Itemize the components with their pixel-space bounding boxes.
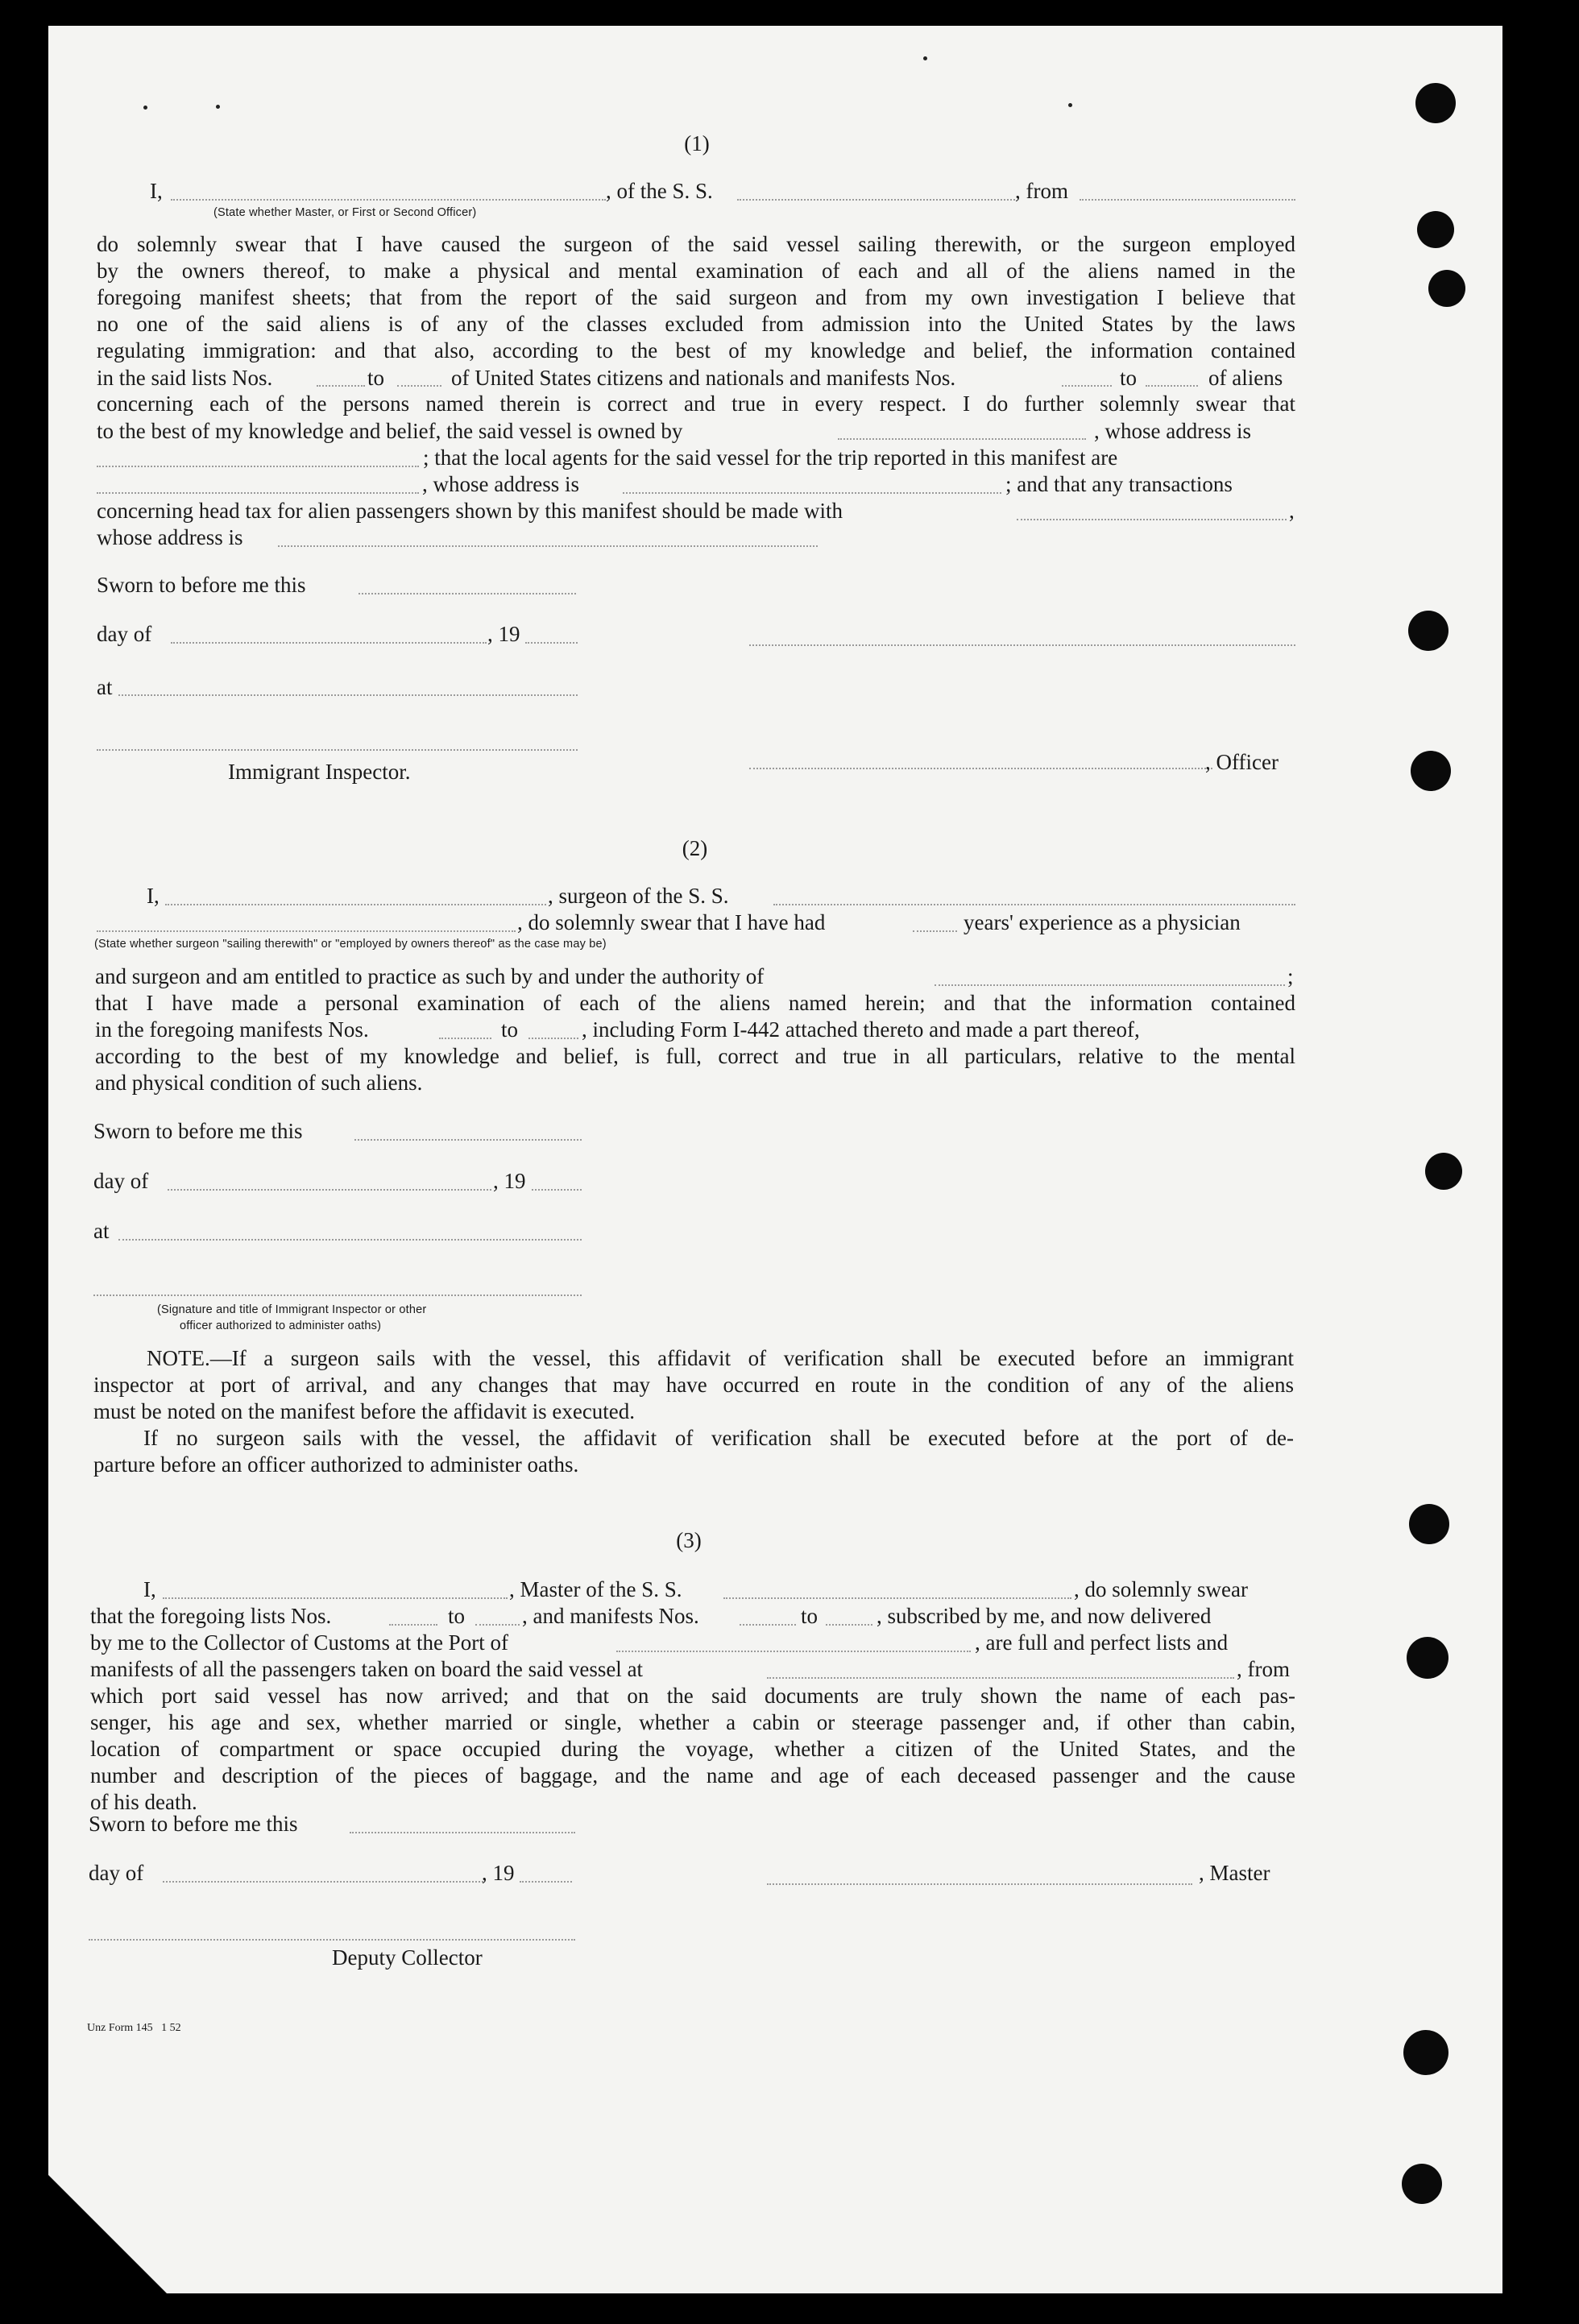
note-line: inspector at port of arrival, and any changes that may have occurred en route in the condition of any of the aliens [93, 1373, 1294, 1397]
manifests-to-field[interactable] [528, 1038, 578, 1039]
surgeon-type-field[interactable] [97, 930, 516, 932]
year-label: , 19 [487, 622, 520, 646]
form-number: Unz Form 145 1 52 [87, 2022, 181, 2034]
head-tax-label: concerning head tax for alien passengers shown by this manifest should be made with [97, 499, 843, 523]
affidavit-1-line: do solemnly swear that I have caused the surgeon of the said vessel sailing therewith, or the surgeon employed [97, 232, 1295, 256]
year-field[interactable] [532, 1189, 582, 1191]
master-name-field[interactable] [163, 1597, 508, 1599]
from-port-field[interactable] [1080, 199, 1295, 201]
authority-field[interactable] [935, 984, 1285, 986]
section-1-heading: (1) [684, 131, 710, 155]
comma: , [1289, 499, 1295, 523]
speck [1068, 103, 1072, 107]
of-aliens-label: of aliens [1208, 366, 1283, 390]
deputy-collector-signature-field[interactable] [89, 1939, 575, 1941]
affidavit-1-line: regulating immigration: and that also, according to the best of my knowledge and belief, the information contained [97, 338, 1295, 362]
head-tax-field[interactable] [1017, 519, 1287, 520]
taken-on-board-label: manifests of all the passengers taken on board the said vessel at [90, 1657, 644, 1681]
transactions-label: ; and that any transactions [1005, 472, 1233, 496]
section-3-heading: (3) [676, 1528, 702, 1552]
whose-address-label: , whose address is [422, 472, 579, 496]
punch-hole [1409, 1504, 1449, 1544]
whose-address-label: , whose address is [1094, 419, 1251, 443]
signature-note: (Signature and title of Immigrant Inspector or other [157, 1303, 427, 1316]
lists-nos-label: in the said lists Nos. [97, 366, 273, 390]
at-label: at [97, 675, 113, 699]
punch-hole [1408, 611, 1448, 651]
punch-hole [1425, 1153, 1462, 1190]
affidavit-3-line: which port said vessel has now arrived; and that on the said documents are truly shown the name of each pas- [90, 1684, 1295, 1708]
do-swear-label: , do solemnly swear that I have had [517, 910, 826, 934]
agents-field[interactable] [97, 492, 419, 494]
from-label: , from [1237, 1657, 1290, 1681]
surgeon-name-field[interactable] [165, 904, 546, 905]
punch-hole [1411, 751, 1451, 791]
affidavit-3-line: location of compartment or space occupied during the voyage, whether a citizen of the United States, and the [90, 1737, 1295, 1761]
note-line: must be noted on the manifest before the affidavit is executed. [93, 1399, 636, 1423]
manifests-to-field[interactable] [826, 1624, 872, 1626]
affidavit-3-line: senger, his age and sex, whether married or single, whether a cabin or steerage passenger and, if other than cabin, [90, 1710, 1295, 1734]
master-label: , Master of the S. S. [509, 1577, 682, 1601]
local-agents-label: ; that the local agents for the said vessel for the trip reported in this manifest are [423, 445, 1118, 470]
of-ss-label: , of the S. S. [606, 179, 713, 203]
i-label: I, [150, 179, 163, 203]
subscribed-label: , subscribed by me, and now delivered [877, 1604, 1212, 1628]
manifests-nos-label: , and manifests Nos. [522, 1604, 699, 1628]
affidavit-2-line: according to the best of my knowledge and belief, is full, correct and true in all particulars, relative to the mental [95, 1044, 1295, 1068]
lists-from-field[interactable] [389, 1624, 437, 1626]
affidavit-2-line: that I have made a personal examination of each of the aliens named herein; and that the information contained [95, 991, 1295, 1015]
agents-address-field[interactable] [623, 492, 1001, 494]
speck [143, 106, 147, 110]
speck [923, 56, 927, 60]
sworn-field[interactable] [354, 1139, 582, 1141]
sworn-field[interactable] [350, 1832, 575, 1833]
punch-hole [1407, 1637, 1448, 1679]
ship-name-field[interactable] [723, 1597, 1071, 1599]
speck [216, 105, 220, 109]
day-of-label: day of [89, 1861, 144, 1885]
departure-port-field[interactable] [767, 1677, 1234, 1679]
port-field[interactable] [616, 1651, 971, 1652]
form-i442-label: , including Form I-442 attached thereto and made a part thereof, [582, 1017, 1140, 1042]
signature-field[interactable] [749, 644, 1295, 646]
punch-hole [1428, 270, 1465, 307]
semicolon: ; [1287, 964, 1294, 988]
year-label: , 19 [493, 1169, 526, 1193]
at-label: at [93, 1219, 110, 1243]
to-label: to [501, 1017, 519, 1042]
manifests-from-field[interactable] [439, 1038, 491, 1039]
sworn-label: Sworn to before me this [93, 1119, 303, 1143]
manifests-to-field[interactable] [1146, 385, 1198, 387]
lists-to-field[interactable] [397, 385, 441, 387]
manifests-from-field[interactable] [740, 1624, 796, 1626]
port-label: by me to the Collector of Customs at the Port of [90, 1630, 508, 1655]
sworn-label: Sworn to before me this [97, 573, 306, 597]
years-experience-label: years' experience as a physician [964, 910, 1241, 934]
at-field[interactable] [118, 694, 578, 696]
punch-hole [1417, 211, 1454, 248]
head-tax-address-field[interactable] [278, 545, 818, 547]
owner-field[interactable] [838, 438, 1086, 440]
to-label: to [448, 1604, 466, 1628]
deputy-collector-label: Deputy Collector [332, 1945, 483, 1970]
surgeon-label: , surgeon of the S. S. [548, 884, 729, 908]
inspector-signature-field[interactable] [97, 749, 578, 751]
day-of-label: day of [97, 622, 152, 646]
note-line: NOTE.—If a surgeon sails with the vessel, this affidavit of verification shall be executed before an immigrant [147, 1346, 1294, 1370]
surgeon-type-note: (State whether surgeon "sailing therewith" or "employed by owners thereof" as the case may be) [94, 938, 607, 951]
owned-by-label: to the best of my knowledge and belief, the said vessel is owned by [97, 419, 683, 443]
affidavit-3-line: number and description of the pieces of baggage, and the name and age of each deceased passenger and the cause [90, 1763, 1295, 1788]
punch-hole [1403, 2030, 1448, 2075]
manifests-from-field[interactable] [1062, 385, 1112, 387]
punch-hole [1402, 2164, 1442, 2204]
inspector-label: Immigrant Inspector. [228, 760, 411, 784]
year-label: , 19 [482, 1861, 515, 1885]
punch-hole [1415, 83, 1456, 123]
to-label: to [367, 366, 385, 390]
citizens-label: of United States citizens and nationals and manifests Nos. [451, 366, 956, 390]
officer-label: , Officer [1205, 750, 1279, 774]
ship-name-field[interactable] [773, 904, 1295, 905]
whose-address-label: whose address is [97, 525, 243, 549]
to-label: to [801, 1604, 819, 1628]
day-field[interactable] [171, 642, 487, 644]
affidavit-1-line: by the owners thereof, to make a physical and mental examination of each and all of the aliens named in the [97, 259, 1295, 283]
i-label: I, [143, 1577, 156, 1601]
lists-from-field[interactable] [317, 385, 365, 387]
at-field[interactable] [118, 1239, 582, 1241]
section-2-heading: (2) [682, 836, 708, 860]
note-line: If no surgeon sails with the vessel, the affidavit of verification shall be executed before at the port of de- [143, 1426, 1294, 1450]
signature-note: officer authorized to administer oaths) [180, 1319, 382, 1332]
manifests-nos-label: in the foregoing manifests Nos. [95, 1017, 369, 1042]
page-corner-cut [48, 2175, 169, 2296]
affidavit-1-line: no one of the said aliens is of any of the classes excluded from admission into the United States by the laws [97, 312, 1295, 336]
note-line: parture before an officer authorized to administer oaths. [93, 1452, 579, 1477]
to-label: to [1120, 366, 1138, 390]
lists-to-field[interactable] [475, 1624, 520, 1626]
affidavit-1-line: concerning each of the persons named therein is correct and true in every respect. I do further solemnly swear that [97, 391, 1295, 416]
officer-field[interactable] [749, 768, 1212, 769]
officer-rank-note: (State whether Master, or First or Second Officer) [213, 206, 477, 219]
sworn-label: Sworn to before me this [89, 1812, 298, 1836]
day-of-label: day of [93, 1169, 149, 1193]
year-field[interactable] [520, 1881, 572, 1883]
years-field[interactable] [913, 930, 957, 932]
day-field[interactable] [168, 1189, 491, 1191]
affidavit-3-line: of his death. [90, 1790, 197, 1814]
inspector-signature-field[interactable] [93, 1295, 582, 1296]
master-signature-field[interactable] [767, 1883, 1192, 1885]
year-field[interactable] [525, 642, 578, 644]
full-lists-label: , are full and perfect lists and [975, 1630, 1229, 1655]
do-swear-label: , do solemnly swear [1074, 1577, 1248, 1601]
authority-label: and surgeon and am entitled to practice as such by and under the authority of [95, 964, 765, 988]
affidavit-1-line: foregoing manifest sheets; that from the report of the said surgeon and from my own investigation I believe that [97, 285, 1295, 309]
affidavit-2-line: and physical condition of such aliens. [95, 1071, 423, 1095]
officer-rank-field[interactable] [171, 199, 606, 201]
sworn-field[interactable] [358, 593, 576, 594]
ship-name-field[interactable] [737, 199, 1015, 201]
from-label: , from [1015, 179, 1068, 203]
lists-nos-label: that the foregoing lists Nos. [90, 1604, 332, 1628]
i-label: I, [147, 884, 160, 908]
owner-address-field[interactable] [97, 466, 419, 467]
day-field[interactable] [163, 1881, 483, 1883]
master-label: , Master [1199, 1861, 1270, 1885]
